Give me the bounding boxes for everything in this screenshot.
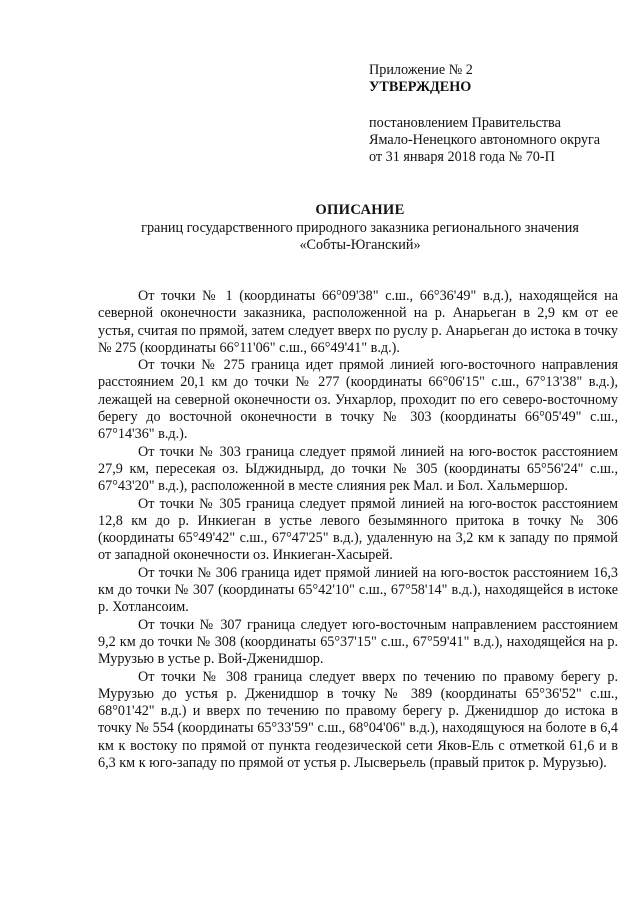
paragraph-point-307: От точки № 307 граница следует юго-восточным направлением расстоянием 9,2 км до точки № 308 (координаты 65°37'15" с.ш., 67°59'41" в.д.), находящейся на р. Мурузью в устье р. Вой-Дженидшор. [98,616,618,668]
boundary-description [98,288,618,772]
paragraph-point-308: От точки № 308 граница следует вверх по течению по правому берегу р. Мурузью до устья р. Дженидшор в точку № 389 (координаты 65°36'52" с.ш., 68°01'42" в.д.) и вверх по течению по правому берегу р. Дженидшор до истока в точку № 554 (координаты 65°33'59" с.ш., 68°04'06" в.д.), находящуюся на болоте в 6,4 км к востоку по прямой от пункта геодезической сети Яков-Ель с отметкой 61,6 и в 6,3 км к юго-западу по прямой от устья р. Лысверьель (правый приток р. Мурузью). [98,668,618,772]
resolution-line-1: постановлением Правительства [369,115,561,131]
paragraph-point-1: От точки № 1 (координаты 66°09'38" с.ш., 66°36'49" в.д.), находящейся на северной оконечности заказника, расположенной на р. Анарьеган в 2,9 км от ее устья, считая по прямой, затем следует вверх по руслу р. Анарьеган до истока в точку № 275 (координаты 66°11'06" с.ш., 66°49'41" в.д.). [98,288,618,356]
resolution-line-2: Ямало-Ненецкого автономного округа [369,132,601,148]
paragraph-point-305: От точки № 305 граница следует прямой линией на юго-восток расстоянием 12,8 км до р. Инкиеган в устье левого безымянного притока в точку № 306 (координаты 65°49'42" с.ш., 67°47'25" в.д.), удаленную на 3,2 км к западу по прямой от западной оконечности оз. Инкиеган-Хасырей. [98,495,618,564]
approval-block [369,62,619,166]
document-subtitle-line-2: «Собты-Юганский» [299,237,421,253]
document-heading: ОПИСАНИЕ [315,202,405,218]
paragraph-point-306: От точки № 306 граница идет прямой линией на юго-восток расстоянием 16,3 км до точки № 307 (координаты 65°42'10" с.ш., 67°58'14" в.д.), находящейся в истоке р. Хотлансоим. [98,564,618,616]
title-block [100,202,620,254]
paragraph-point-275: От точки № 275 граница идет прямой линией юго-восточного направления расстоянием 20,1 км до точки № 277 (координаты 66°06'15" с.ш., 67°13'38" в.д.), лежащей на северной оконечности оз. Унхарлор, проходит по его северо-восточному берегу до восточной оконечности в точку № 303 (координаты 66°05'49" с.ш., 67°14'36" в.д.). [98,357,618,443]
approved-stamp: УТВЕРЖДЕНО [369,79,472,95]
paragraph-point-303: От точки № 303 граница следует прямой линией на юго-восток расстоянием 27,9 км, пересекая оз. Ыджиднырд, до точки № 305 (координаты 65°56'24" с.ш., 67°43'20" в.д.), расположенной в месте слияния рек Мал. и Бол. Хальмершор. [98,443,618,495]
spacer [369,96,619,115]
document-subtitle-line-1: границ государственного природного заказника регионального значения [141,220,579,236]
resolution-line-3: от 31 января 2018 года № 70-П [369,149,555,165]
appendix-label: Приложение № 2 [369,62,473,78]
